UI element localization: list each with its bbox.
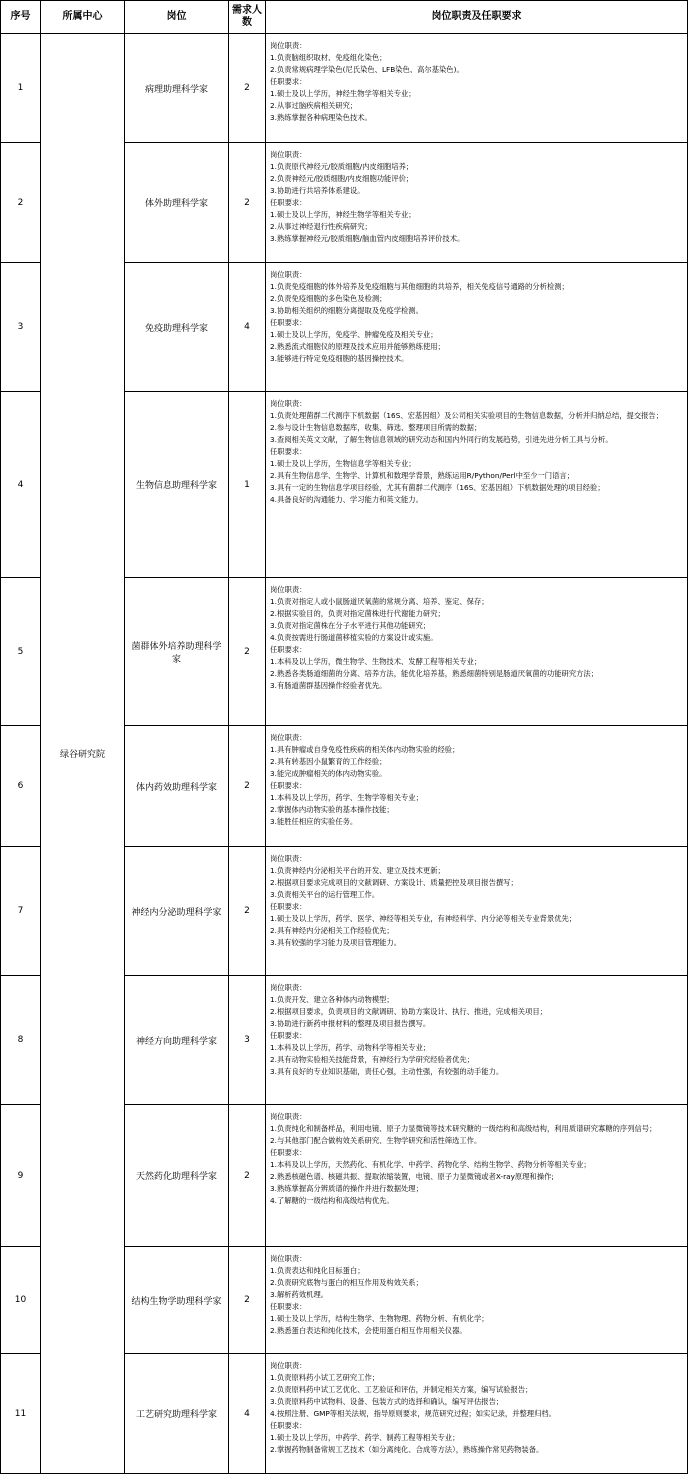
duties-cell xyxy=(266,143,688,263)
headcount: 2 xyxy=(229,1247,266,1354)
duty-line: 2.具有动物实验相关技能背景，有神经行为学研究经验者优先； xyxy=(270,1055,474,1064)
duty-line: 2.负责研究底物与蛋白的相互作用及构效关系； xyxy=(270,1278,423,1287)
duty-line: 4.按照注册、GMP等相关法规，指导原则要求，规范研究过程；如实记录，并整理归档。 xyxy=(270,1409,556,1418)
duty-line: 3.具有较强的学习能力及项目管理能力。 xyxy=(270,938,402,947)
row-number: 10 xyxy=(1,1247,41,1354)
post-title: 体内药效助理科学家 xyxy=(125,726,229,847)
duty-line: 任职要求： xyxy=(270,447,307,456)
duty-line: 1.具有肿瘤或自身免疫性疾病的相关体内动物实验的经验； xyxy=(270,745,460,754)
row-number: 2 xyxy=(1,143,41,263)
duty-line: 1.负责神经内分泌相关平台的开发、建立及技术更新； xyxy=(270,866,445,875)
duty-line: 3.负责对指定菌株在分子水平进行其他功能研究； xyxy=(270,621,431,630)
duty-line: 岗位职责： xyxy=(270,399,307,408)
duty-line: 1.负责原代神经元/胶质细胞/内皮细胞培养； xyxy=(270,162,414,171)
duty-line: 1.负责表达和纯化目标蛋白； xyxy=(270,1266,365,1275)
duty-line: 2.与其他部门配合做构效关系研究、生物学研究和活性筛选工作。 xyxy=(270,1136,482,1145)
duty-line: 1.硕士及以上学历，中药学、药学、制药工程等相关专业； xyxy=(270,1433,460,1442)
headcount: 4 xyxy=(229,263,266,392)
duty-line: 2.根据项目要求完成项目的文献调研、方案设计、质量把控及项目报告撰写； xyxy=(270,878,518,887)
post-title: 免疫助理科学家 xyxy=(125,263,229,392)
duty-line: 2.根据实验目的，负责对指定菌株进行代谢能力研究； xyxy=(270,609,445,618)
duty-line: 岗位职责： xyxy=(270,585,307,594)
duties-cell xyxy=(266,578,688,726)
duty-line: 1.负责开发、建立各种体内动物模型； xyxy=(270,995,394,1004)
duty-line: 3.能完成肿瘤相关的体内动物实验。 xyxy=(270,769,387,778)
duty-line: 任职要求： xyxy=(270,645,307,654)
duty-line: 3.查阅相关英文文献，了解生物信息领域的研究动态和国内外同行的发展趋势，引进先进分析工具与分析。 xyxy=(270,435,613,444)
duty-line: 1.硕士及以上学历，免疫学、肿瘤免疫及相关专业； xyxy=(270,330,438,339)
duty-line: 2.熟悉核磁色谱、核磁共振、提取浓缩装置，电镜、原子力显微镜或者X-ray原理和操作; xyxy=(270,1172,554,1181)
headcount: 2 xyxy=(229,726,266,847)
row-number: 6 xyxy=(1,726,41,847)
headcount: 2 xyxy=(229,34,266,143)
duty-line: 1.负责原料药小试工艺研究工作； xyxy=(270,1373,380,1382)
duty-line: 2.掌握体内动物实验的基本操作技能； xyxy=(270,805,394,814)
post-title: 病理助理科学家 xyxy=(125,34,229,143)
duty-line: 岗位职责： xyxy=(270,1112,307,1121)
duty-line: 岗位职责： xyxy=(270,733,307,742)
duty-line: 3.熟练掌握各种病理染色技术。 xyxy=(270,113,372,122)
headcount: 2 xyxy=(229,143,266,263)
headcount: 2 xyxy=(229,578,266,726)
duty-line: 3.协助相关组织的细胞分离提取及免疫学检测。 xyxy=(270,306,423,315)
duty-line: 岗位职责： xyxy=(270,150,307,159)
duty-line: 4.了解糖的一级结构和高级结构优先。 xyxy=(270,1196,394,1205)
post-title: 菌群体外培养助理科学家 xyxy=(125,578,229,726)
row-number: 4 xyxy=(1,392,41,578)
duty-line: 2.负责神经元/胶质细胞/内皮细胞功能评价； xyxy=(270,174,414,183)
header-row xyxy=(1,1,688,34)
row-number: 5 xyxy=(1,578,41,726)
duty-line: 2.负责原料药中试工艺优化、工艺验证和评估，并制定相关方案，编写试验报告； xyxy=(270,1385,533,1394)
header-post: 岗位 xyxy=(125,1,229,34)
duties-cell xyxy=(266,34,688,143)
duty-line: 任职要求： xyxy=(270,1031,307,1040)
duty-line: 1.负责免疫细胞的体外培养及免疫细胞与其他细胞的共培养，相关免疫信号通路的分析检测； xyxy=(270,282,569,291)
post-title: 神经方向助理科学家 xyxy=(125,976,229,1105)
duty-line: 2.具有转基因小鼠繁育的工作经验； xyxy=(270,757,387,766)
post-title: 工艺研究助理科学家 xyxy=(125,1354,229,1474)
duty-line: 3.熟练掌握神经元/胶质细胞/脑血管内皮细胞培养评价技术。 xyxy=(270,234,465,243)
duty-line: 2.具有生物信息学、生物学、计算机和数理学背景，熟练运用R/Python/Perl中至少一门语言； xyxy=(270,471,574,480)
row-number: 9 xyxy=(1,1105,41,1247)
duty-line: 3.具有良好的专业知识基础，责任心强，主动性强，有较强的动手能力。 xyxy=(270,1067,504,1076)
duty-line: 1.负责对指定人或小鼠肠道厌氧菌的常规分离、培养、鉴定、保存； xyxy=(270,597,489,606)
duties-cell xyxy=(266,847,688,976)
duties-cell xyxy=(266,392,688,578)
duty-line: 3.负责相关平台的运行管理工作。 xyxy=(270,890,380,899)
headcount: 3 xyxy=(229,976,266,1105)
duty-line: 任职要求： xyxy=(270,77,307,86)
headcount: 2 xyxy=(229,847,266,976)
duty-line: 任职要求： xyxy=(270,1148,307,1157)
duty-line: 岗位职责： xyxy=(270,270,307,279)
post-title: 生物信息助理科学家 xyxy=(125,392,229,578)
duty-line: 1.硕士及以上学历，结构生物学、生物物理、药物分析、有机化学； xyxy=(270,1314,489,1323)
duty-line: 3.有肠道菌群基因操作经验者优先。 xyxy=(270,681,387,690)
duty-line: 3.能够进行特定免疫细胞的基因操控技术。 xyxy=(270,354,409,363)
table-body xyxy=(1,34,688,1474)
duty-line: 岗位职责： xyxy=(270,1361,307,1370)
table-row xyxy=(1,34,688,143)
duty-line: 1.本科及以上学历，药学、动物科学等相关专业； xyxy=(270,1043,431,1052)
duty-line: 3.熟练掌握高分辨质谱的操作并进行数据处理； xyxy=(270,1184,423,1193)
header-desc: 岗位职责及任职要求 xyxy=(266,1,688,34)
duty-line: 1.硕士及以上学历，神经生物学等相关专业； xyxy=(270,210,416,219)
header-no: 序号 xyxy=(1,1,41,34)
duty-line: 岗位职责： xyxy=(270,983,307,992)
duty-line: 1.硕士及以上学历，生物信息学等相关专业； xyxy=(270,459,416,468)
duty-line: 3.能胜任相应的实验任务。 xyxy=(270,817,358,826)
duty-line: 2.参与设计生物信息数据库，收集、筛选、整理项目所需的数据； xyxy=(270,423,482,432)
duty-line: 1.本科及以上学历，天然药化、有机化学、中药学、药物化学、结构生物学、药物分析等相关专业； xyxy=(270,1160,591,1169)
duty-line: 2.从事过神经退行性疾病研究； xyxy=(270,222,372,231)
duties-cell xyxy=(266,1247,688,1354)
post-title: 结构生物学助理科学家 xyxy=(125,1247,229,1354)
duty-line: 2.熟悉蛋白表达和纯化技术，会使用蛋白相互作用相关仪器。 xyxy=(270,1326,467,1335)
duty-line: 1.负责纯化和制备样品，利用电镜、原子力显微镜等技术研究糖的一级结构和高级结构，利用质谱研究寡糖的序列信号； xyxy=(270,1124,657,1133)
row-number: 3 xyxy=(1,263,41,392)
post-title: 天然药化助理科学家 xyxy=(125,1105,229,1247)
row-number: 11 xyxy=(1,1354,41,1474)
row-number: 1 xyxy=(1,34,41,143)
duty-line: 2.熟悉流式细胞仪的原理及技术应用并能够熟练使用； xyxy=(270,342,445,351)
duties-cell xyxy=(266,1354,688,1474)
center-cell: 绿谷研究院 xyxy=(41,34,125,1474)
duty-line: 2.从事过脑疾病相关研究； xyxy=(270,101,358,110)
headcount: 1 xyxy=(229,392,266,578)
duty-line: 任职要求： xyxy=(270,902,307,911)
duty-line: 2.负责常规病理学染色(尼氏染色、LFB染色、高尔基染色)。 xyxy=(270,65,464,74)
duty-line: 2.具有神经内分泌相关工作经验优先； xyxy=(270,926,394,935)
duty-line: 1.本科及以上学历，药学、生物学等相关专业； xyxy=(270,793,423,802)
duty-line: 岗位职责： xyxy=(270,854,307,863)
duty-line: 3.负责原料药中试物料、设备、包装方式的选择和确认，编写评估报告； xyxy=(270,1397,504,1406)
row-number: 8 xyxy=(1,976,41,1105)
duty-line: 岗位职责： xyxy=(270,1254,307,1263)
duty-line: 2.掌握药物制备常规工艺技术（如分离纯化、合成等方法），熟练操作常见药物装备。 xyxy=(270,1445,544,1454)
duties-cell xyxy=(266,263,688,392)
duty-line: 1.负责脑组织取材、免疫组化染色； xyxy=(270,53,387,62)
duty-line: 4.具备良好的沟通能力、学习能力和英文能力。 xyxy=(270,495,423,504)
duty-line: 岗位职责： xyxy=(270,41,307,50)
duty-line: 1.负责处理菌群二代测序下机数据（16S、宏基因组）及公司相关实验项目的生物信息数据，分析并归纳总结，提交报告； xyxy=(270,411,664,420)
duty-line: 任职要求： xyxy=(270,198,307,207)
headcount: 4 xyxy=(229,1354,266,1474)
duty-line: 任职要求： xyxy=(270,1421,307,1430)
duty-line: 任职要求： xyxy=(270,781,307,790)
duty-line: 3.具有一定的生物信息学项目经验，尤其有菌群二代测序（16S、宏基因组）下机数据处理的项目经验； xyxy=(270,483,605,492)
header-center: 所属中心 xyxy=(41,1,125,34)
duty-line: 3.解析药效机理。 xyxy=(270,1290,329,1299)
duty-line: 2.负责免疫细胞的多色染色及检测； xyxy=(270,294,387,303)
row-number: 7 xyxy=(1,847,41,976)
header-count: 需求人数 xyxy=(229,1,266,34)
duty-line: 3.协助进行共培养体系建设。 xyxy=(270,186,365,195)
duty-line: 2.根据项目要求，负责项目的文献调研、协助方案设计、执行、推进，完成相关项目； xyxy=(270,1007,547,1016)
duties-cell xyxy=(266,726,688,847)
duty-line: 2.熟悉各类肠道细菌的分离、培养方法，能优化培养基，熟悉细菌特别是肠道厌氧菌的功能研究方法； xyxy=(270,669,599,678)
duty-line: 1.硕士及以上学历，神经生物学等相关专业； xyxy=(270,89,416,98)
duty-line: 任职要求： xyxy=(270,318,307,327)
post-title: 体外助理科学家 xyxy=(125,143,229,263)
headcount: 2 xyxy=(229,1105,266,1247)
duties-cell xyxy=(266,976,688,1105)
duty-line: 1.本科及以上学历，微生物学、生物技术、发酵工程等相关专业； xyxy=(270,657,482,666)
duties-cell xyxy=(266,1105,688,1247)
duty-line: 3.协助进行新药申报材料的整理及项目报告撰写。 xyxy=(270,1019,431,1028)
duty-line: 4.负责按需进行肠道菌移植实验的方案设计或实施。 xyxy=(270,633,438,642)
post-title: 神经内分泌助理科学家 xyxy=(125,847,229,976)
duty-line: 任职要求： xyxy=(270,1302,307,1311)
duty-line: 1.硕士及以上学历，药学、医学、神经等相关专业，有神经科学、内分泌等相关专业背景优先； xyxy=(270,914,577,923)
